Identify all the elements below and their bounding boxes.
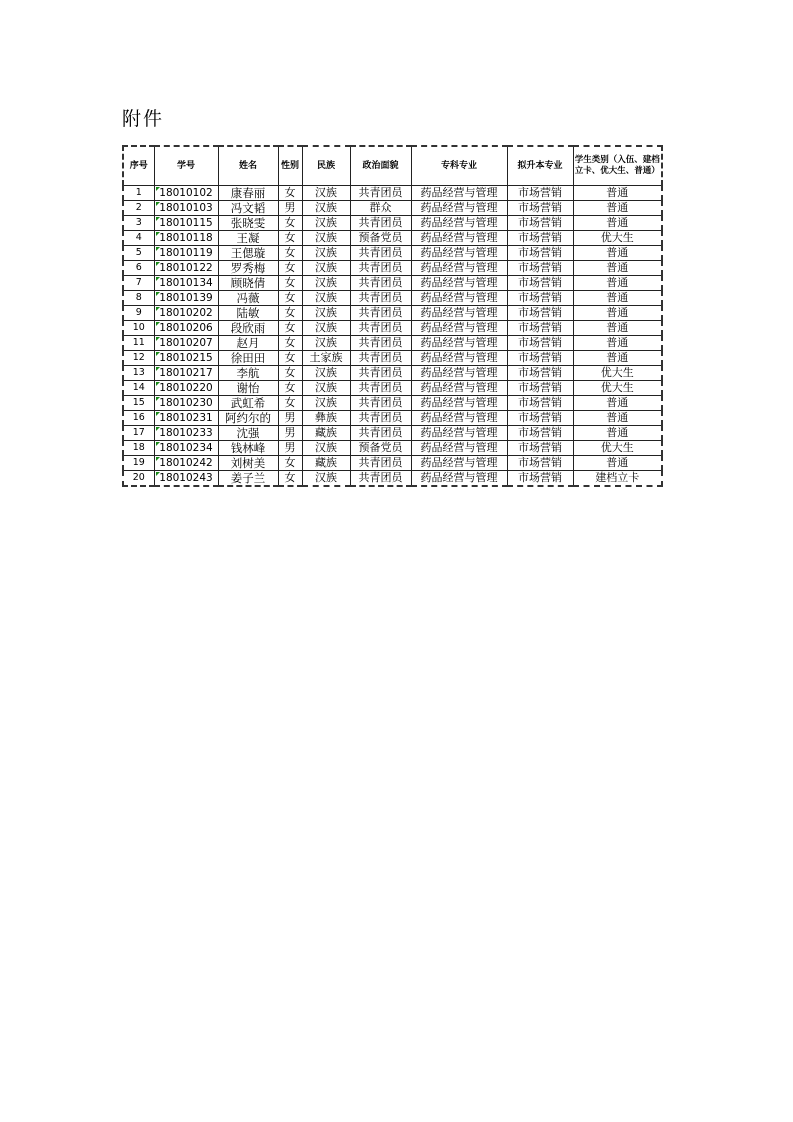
cell-college-major: 药品经营与管理 <box>411 231 507 246</box>
cell-student-id: 18010242 <box>154 456 218 471</box>
cell-student-id: 18010139 <box>154 291 218 306</box>
cell-student-category: 普通 <box>573 291 662 306</box>
cell-political-status: 共青团员 <box>350 321 411 336</box>
cell-ethnicity: 汉族 <box>302 201 350 216</box>
cell-ethnicity: 汉族 <box>302 366 350 381</box>
cell-gender: 女 <box>278 366 302 381</box>
table-row <box>123 276 662 291</box>
cell-student-name: 赵月 <box>218 336 278 351</box>
cell-target-major: 市场营销 <box>507 321 573 336</box>
cell-student-category: 普通 <box>573 306 662 321</box>
cell-student-category: 优大生 <box>573 366 662 381</box>
student-table <box>122 145 663 487</box>
cell-ethnicity: 彝族 <box>302 411 350 426</box>
cell-target-major: 市场营销 <box>507 291 573 306</box>
table-row <box>123 246 662 261</box>
cell-ethnicity: 汉族 <box>302 381 350 396</box>
cell-row-index: 2 <box>123 201 154 216</box>
cell-political-status: 共青团员 <box>350 291 411 306</box>
cell-college-major: 药品经营与管理 <box>411 381 507 396</box>
cell-student-category: 建档立卡 <box>573 471 662 487</box>
cell-target-major: 市场营销 <box>507 306 573 321</box>
table-row <box>123 321 662 336</box>
cell-gender: 女 <box>278 246 302 261</box>
cell-row-index: 8 <box>123 291 154 306</box>
cell-political-status: 预备党员 <box>350 441 411 456</box>
cell-student-name: 沈强 <box>218 426 278 441</box>
cell-college-major: 药品经营与管理 <box>411 201 507 216</box>
cell-political-status: 共青团员 <box>350 471 411 487</box>
cell-student-category: 普通 <box>573 426 662 441</box>
cell-political-status: 共青团员 <box>350 426 411 441</box>
cell-ethnicity: 汉族 <box>302 291 350 306</box>
cell-row-index: 1 <box>123 186 154 201</box>
cell-college-major: 药品经营与管理 <box>411 471 507 487</box>
cell-target-major: 市场营销 <box>507 366 573 381</box>
table-row <box>123 441 662 456</box>
cell-target-major: 市场营销 <box>507 441 573 456</box>
table-row <box>123 336 662 351</box>
cell-ethnicity: 汉族 <box>302 261 350 276</box>
cell-political-status: 共青团员 <box>350 261 411 276</box>
cell-student-name: 王凝 <box>218 231 278 246</box>
cell-student-name: 李航 <box>218 366 278 381</box>
cell-student-name: 顾晓倩 <box>218 276 278 291</box>
cell-target-major: 市场营销 <box>507 396 573 411</box>
page-title: 附件 <box>122 108 165 130</box>
cell-college-major: 药品经营与管理 <box>411 216 507 231</box>
cell-student-name: 冯薇 <box>218 291 278 306</box>
cell-student-name: 康春丽 <box>218 186 278 201</box>
cell-gender: 女 <box>278 276 302 291</box>
cell-student-category: 普通 <box>573 216 662 231</box>
cell-row-index: 13 <box>123 366 154 381</box>
table-row <box>123 426 662 441</box>
cell-gender: 女 <box>278 261 302 276</box>
cell-ethnicity: 藏族 <box>302 426 350 441</box>
cell-political-status: 共青团员 <box>350 411 411 426</box>
cell-student-name: 王偲璇 <box>218 246 278 261</box>
cell-target-major: 市场营销 <box>507 456 573 471</box>
cell-gender: 女 <box>278 186 302 201</box>
cell-student-id: 18010217 <box>154 366 218 381</box>
table-row <box>123 216 662 231</box>
cell-student-category: 普通 <box>573 261 662 276</box>
cell-student-category: 普通 <box>573 456 662 471</box>
cell-political-status: 共青团员 <box>350 351 411 366</box>
cell-student-name: 刘树美 <box>218 456 278 471</box>
cell-student-id: 18010234 <box>154 441 218 456</box>
cell-political-status: 共青团员 <box>350 276 411 291</box>
cell-political-status: 共青团员 <box>350 306 411 321</box>
cell-student-category: 普通 <box>573 276 662 291</box>
cell-gender: 男 <box>278 411 302 426</box>
cell-political-status: 共青团员 <box>350 186 411 201</box>
table-row <box>123 231 662 246</box>
header-student-category: 学生类别（入伍、建档立卡、优大生、普通） <box>573 146 662 186</box>
cell-college-major: 药品经营与管理 <box>411 336 507 351</box>
cell-student-id: 18010118 <box>154 231 218 246</box>
cell-gender: 女 <box>278 396 302 411</box>
cell-student-category: 普通 <box>573 321 662 336</box>
cell-student-category: 优大生 <box>573 441 662 456</box>
table-row <box>123 351 662 366</box>
cell-gender: 女 <box>278 471 302 487</box>
cell-student-id: 18010134 <box>154 276 218 291</box>
header-student-id: 学号 <box>154 146 218 186</box>
cell-gender: 男 <box>278 201 302 216</box>
cell-ethnicity: 汉族 <box>302 216 350 231</box>
cell-gender: 女 <box>278 231 302 246</box>
cell-gender: 女 <box>278 381 302 396</box>
cell-row-index: 15 <box>123 396 154 411</box>
cell-college-major: 药品经营与管理 <box>411 291 507 306</box>
cell-college-major: 药品经营与管理 <box>411 306 507 321</box>
cell-target-major: 市场营销 <box>507 216 573 231</box>
table-row <box>123 306 662 321</box>
cell-student-name: 冯文韬 <box>218 201 278 216</box>
cell-target-major: 市场营销 <box>507 411 573 426</box>
cell-target-major: 市场营销 <box>507 201 573 216</box>
cell-gender: 女 <box>278 291 302 306</box>
cell-student-id: 18010243 <box>154 471 218 487</box>
cell-row-index: 14 <box>123 381 154 396</box>
cell-student-name: 陆敏 <box>218 306 278 321</box>
table-row <box>123 471 662 487</box>
cell-row-index: 6 <box>123 261 154 276</box>
cell-row-index: 11 <box>123 336 154 351</box>
cell-row-index: 12 <box>123 351 154 366</box>
cell-college-major: 药品经营与管理 <box>411 456 507 471</box>
cell-ethnicity: 汉族 <box>302 231 350 246</box>
cell-student-id: 18010202 <box>154 306 218 321</box>
header-index: 序号 <box>123 146 154 186</box>
cell-college-major: 药品经营与管理 <box>411 321 507 336</box>
header-gender: 性别 <box>278 146 302 186</box>
cell-student-name: 张晓雯 <box>218 216 278 231</box>
table-header-row <box>123 146 662 186</box>
cell-student-category: 普通 <box>573 336 662 351</box>
cell-student-name: 罗秀梅 <box>218 261 278 276</box>
cell-target-major: 市场营销 <box>507 186 573 201</box>
cell-political-status: 共青团员 <box>350 216 411 231</box>
table-row <box>123 291 662 306</box>
cell-gender: 女 <box>278 336 302 351</box>
cell-college-major: 药品经营与管理 <box>411 441 507 456</box>
cell-political-status: 共青团员 <box>350 396 411 411</box>
cell-student-id: 18010115 <box>154 216 218 231</box>
cell-gender: 女 <box>278 321 302 336</box>
cell-row-index: 10 <box>123 321 154 336</box>
cell-target-major: 市场营销 <box>507 351 573 366</box>
cell-student-category: 普通 <box>573 246 662 261</box>
cell-ethnicity: 藏族 <box>302 456 350 471</box>
cell-ethnicity: 土家族 <box>302 351 350 366</box>
cell-row-index: 20 <box>123 471 154 487</box>
cell-student-id: 18010233 <box>154 426 218 441</box>
cell-political-status: 群众 <box>350 201 411 216</box>
cell-ethnicity: 汉族 <box>302 246 350 261</box>
cell-gender: 男 <box>278 426 302 441</box>
cell-college-major: 药品经营与管理 <box>411 396 507 411</box>
cell-college-major: 药品经营与管理 <box>411 186 507 201</box>
cell-student-category: 普通 <box>573 186 662 201</box>
cell-college-major: 药品经营与管理 <box>411 411 507 426</box>
cell-gender: 女 <box>278 351 302 366</box>
cell-ethnicity: 汉族 <box>302 321 350 336</box>
table-row <box>123 261 662 276</box>
cell-student-id: 18010215 <box>154 351 218 366</box>
cell-ethnicity: 汉族 <box>302 396 350 411</box>
cell-target-major: 市场营销 <box>507 246 573 261</box>
cell-ethnicity: 汉族 <box>302 336 350 351</box>
cell-political-status: 共青团员 <box>350 456 411 471</box>
cell-gender: 男 <box>278 441 302 456</box>
cell-row-index: 9 <box>123 306 154 321</box>
table-row <box>123 366 662 381</box>
cell-student-category: 普通 <box>573 411 662 426</box>
cell-student-id: 18010207 <box>154 336 218 351</box>
header-name: 姓名 <box>218 146 278 186</box>
cell-student-name: 段欣雨 <box>218 321 278 336</box>
cell-row-index: 16 <box>123 411 154 426</box>
cell-student-name: 武虹希 <box>218 396 278 411</box>
header-political-status: 政治面貌 <box>350 146 411 186</box>
cell-row-index: 19 <box>123 456 154 471</box>
cell-student-category: 普通 <box>573 201 662 216</box>
cell-student-id: 18010220 <box>154 381 218 396</box>
cell-gender: 女 <box>278 306 302 321</box>
cell-student-category: 优大生 <box>573 231 662 246</box>
cell-student-id: 18010231 <box>154 411 218 426</box>
cell-target-major: 市场营销 <box>507 381 573 396</box>
cell-target-major: 市场营销 <box>507 261 573 276</box>
cell-student-name: 谢怡 <box>218 381 278 396</box>
cell-gender: 女 <box>278 216 302 231</box>
cell-student-category: 优大生 <box>573 381 662 396</box>
table-row <box>123 186 662 201</box>
cell-student-category: 普通 <box>573 351 662 366</box>
cell-college-major: 药品经营与管理 <box>411 351 507 366</box>
table-row <box>123 456 662 471</box>
cell-college-major: 药品经营与管理 <box>411 366 507 381</box>
cell-student-id: 18010119 <box>154 246 218 261</box>
cell-college-major: 药品经营与管理 <box>411 261 507 276</box>
cell-college-major: 药品经营与管理 <box>411 276 507 291</box>
cell-college-major: 药品经营与管理 <box>411 246 507 261</box>
cell-student-id: 18010122 <box>154 261 218 276</box>
cell-row-index: 4 <box>123 231 154 246</box>
cell-student-id: 18010206 <box>154 321 218 336</box>
cell-political-status: 共青团员 <box>350 381 411 396</box>
cell-target-major: 市场营销 <box>507 276 573 291</box>
cell-student-id: 18010230 <box>154 396 218 411</box>
header-ethnicity: 民族 <box>302 146 350 186</box>
cell-target-major: 市场营销 <box>507 426 573 441</box>
cell-ethnicity: 汉族 <box>302 441 350 456</box>
table-row <box>123 381 662 396</box>
table-row <box>123 411 662 426</box>
cell-political-status: 共青团员 <box>350 246 411 261</box>
table-row <box>123 396 662 411</box>
cell-target-major: 市场营销 <box>507 231 573 246</box>
cell-student-name: 徐田田 <box>218 351 278 366</box>
cell-ethnicity: 汉族 <box>302 306 350 321</box>
cell-row-index: 18 <box>123 441 154 456</box>
cell-political-status: 共青团员 <box>350 366 411 381</box>
cell-student-id: 18010103 <box>154 201 218 216</box>
cell-target-major: 市场营销 <box>507 336 573 351</box>
cell-ethnicity: 汉族 <box>302 186 350 201</box>
cell-political-status: 共青团员 <box>350 336 411 351</box>
header-college-major: 专科专业 <box>411 146 507 186</box>
cell-ethnicity: 汉族 <box>302 471 350 487</box>
cell-target-major: 市场营销 <box>507 471 573 487</box>
cell-gender: 女 <box>278 456 302 471</box>
table-row <box>123 201 662 216</box>
cell-ethnicity: 汉族 <box>302 276 350 291</box>
cell-row-index: 17 <box>123 426 154 441</box>
cell-college-major: 药品经营与管理 <box>411 426 507 441</box>
cell-student-name: 阿约尔的 <box>218 411 278 426</box>
cell-student-id: 18010102 <box>154 186 218 201</box>
cell-student-name: 姜子兰 <box>218 471 278 487</box>
cell-row-index: 5 <box>123 246 154 261</box>
header-target-major: 拟升本专业 <box>507 146 573 186</box>
cell-student-category: 普通 <box>573 396 662 411</box>
cell-student-name: 钱林峰 <box>218 441 278 456</box>
cell-row-index: 3 <box>123 216 154 231</box>
cell-row-index: 7 <box>123 276 154 291</box>
cell-political-status: 预备党员 <box>350 231 411 246</box>
